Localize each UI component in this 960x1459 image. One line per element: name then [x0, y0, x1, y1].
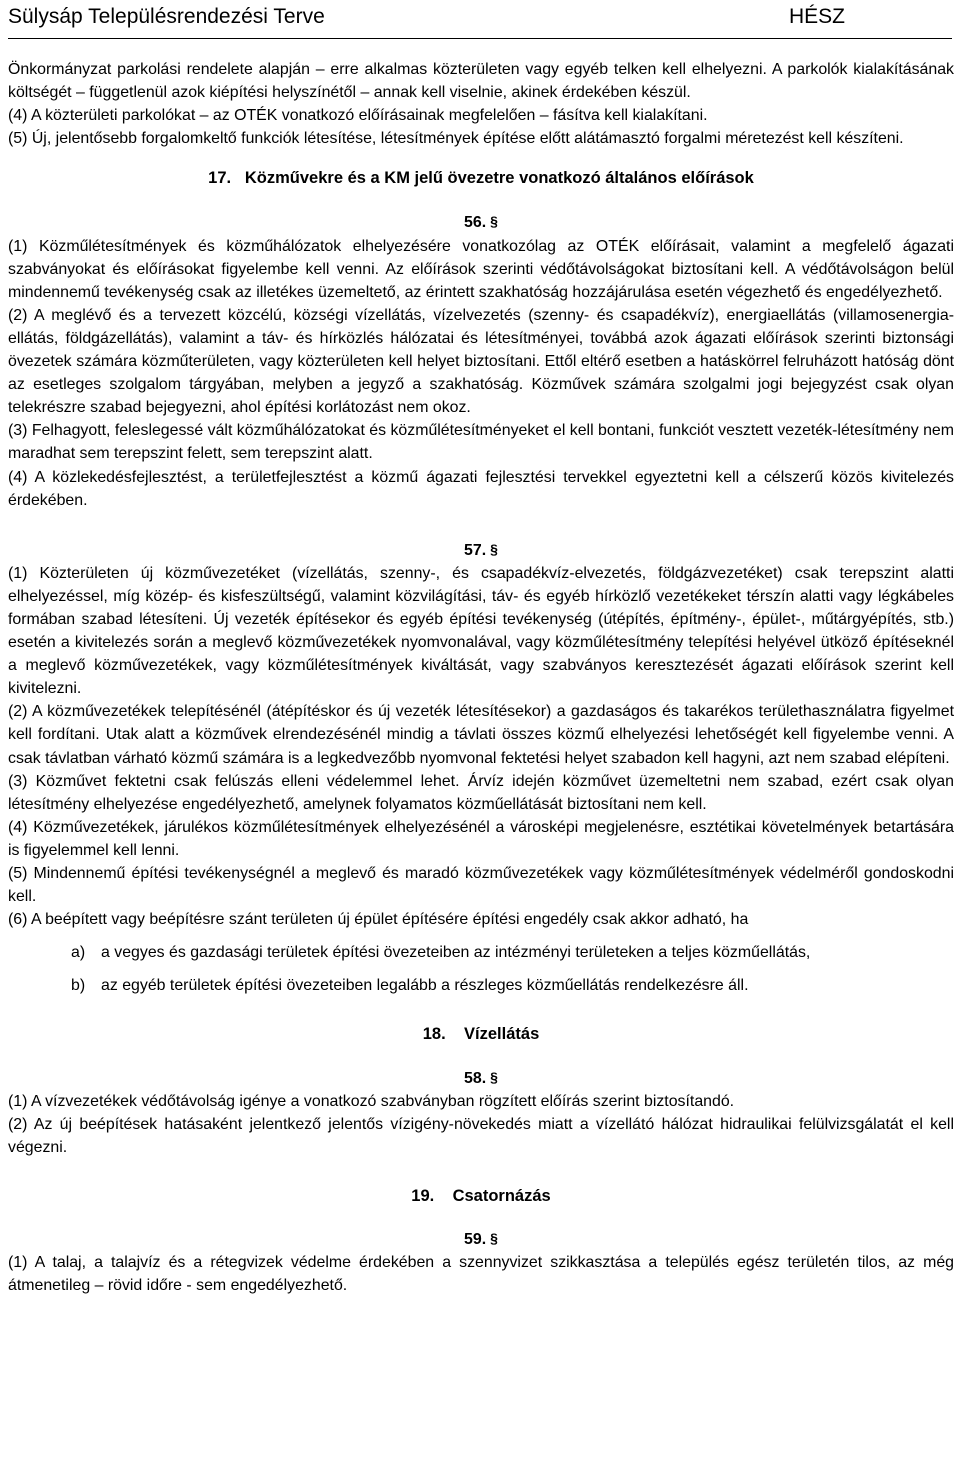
paragraph: (3) Közművet fektetni csak felúszás elleni védelemmel lehet. Árvíz idején közművet üzemeltetni nem szabad, ezért csak olyan létesítmény elhelyezése engedélyezhető, amelynek folyamatos közműellátását biztosítani nem kell. — [8, 772, 954, 813]
chapter-number: 19. — [411, 1186, 435, 1205]
paragraph: (1) A vízvezetékek védőtávolság igénye a vonatkozó szabványban rögzített előírás szerint biztosítandó. — [8, 1092, 735, 1110]
list-item-text: a vegyes és gazdasági területek építési övezeteiben az intézményi területeken a teljes közműellátás, — [101, 944, 811, 962]
paragraph: (1) Közműlétesítmények és közműhálózatok elhelyezésére vonatkozólag az OTÉK előírásait, valamint a megfelelő ágazati szabványokat és előírásokat figyelembe kell venni. Az előírások szerinti védőtávolságokat biztosítani kell. A védőtávolságon belül mindennemű tevékenység csak az illetékes üzemeltető, az érintett szakhatóság hozzájárulása esetén végezhető és engedélyezhető. — [8, 237, 954, 301]
document-title: Sülysáp Településrendezési Terve — [8, 5, 325, 28]
paragraph: (2) Az új beépítések hatásaként jelentkező jelentős vízigény-növekedés miatt a vízellátó hálózat hidraulikai felülvizsgálatát el kell végezni. — [8, 1115, 954, 1156]
paragraph: (6) A beépített vagy beépítésre szánt területen új épület építésére építési engedély csak akkor adható, ha — [8, 911, 749, 929]
paragraph: (5) Mindennemű építési tevékenységnél a meglevő és maradó közművezetékek vagy közműlétesítmények védelméről gondoskodni kell. — [8, 865, 954, 906]
section-number: 56. § — [8, 211, 954, 234]
conditions-list — [8, 941, 954, 997]
intro-paragraph: Önkormányzat parkolási rendelete alapján – erre alkalmas közterületen vagy egyéb telken kell elhelyezni. A parkolók kialakításának költségét – függetlenül azok kiépítési helyszínétől – annak kell viselnie, akinek érdekében készül. — [8, 61, 954, 102]
chapter-heading — [8, 1023, 954, 1046]
chapter-heading — [8, 1185, 954, 1208]
paragraph: (2) A meglévő és a tervezett közcélú, községi vízellátás, vízelvezetés (szenny- és csapadékvíz), energiaellátás (villamosenergia-ellátás, földgázellátás), valamint a táv- és hírközlés hálózatai és létesítményei, továbbá azok ágazati előírások szerinti biztonsági övezetek számára közműterületen, vagy közterületen kell helyet biztosítani. Ettől eltérő esetben a hatáskörrel felruházott hatóság dönt az esetleges szolgalom tárgyában, melyben a jegyző a szakhatóság. Közművek számára szolgalmi jogi bejegyzést csak olyan telekrészre szabad bejegyezni, ahol építési korlátozást nem okoz. — [8, 306, 954, 417]
list-marker: b) — [71, 977, 86, 995]
paragraph: (1) Közterületen új közművezetéket (vízellátás, szenny-, és csapadékvíz-elvezetés, földgázvezetéket) csak terepszint alatti elhelyezéssel, míg közép- és kisfeszültségű, valamint közvilágítási, táv- és egyéb hírközlő vezetékeket térszín alatti vagy légkábeles formában szabad létesíteni. Új vezeték építésekor és egyéb építési tevékenység (útépítés, építmény-, épület-, műtárgyépítés, stb.) esetén a kivitelezés során a meglevő közművezetékek nyomvonalával, vagy közműlétesítmény telepítési helyével ütköző építéseknél a meglevő közművezetékek, vagy közműlétesítmények kiváltását, vagy szabványos keresztezését ágazati előírások szerint kell kivitelezni. — [8, 564, 954, 698]
chapter-title: Vízellátás — [464, 1025, 540, 1044]
paragraph: (4) Közművezetékek, járulékos közműlétesítmények elhelyezésénél a városképi megjelenésre, esztétikai követelmények betartására is figyelemmel kell lenni. — [8, 818, 954, 859]
document-body — [8, 58, 954, 1297]
list-item — [8, 974, 954, 997]
intro-paragraph: (5) Új, jelentősebb forgalomkeltő funkciók létesítése, létesítmények építése előtt alátámasztó forgalmi méretezést kell készíteni. — [8, 130, 904, 148]
chapter-number: 17. — [208, 169, 232, 188]
section-symbol-icon: § — [490, 1230, 498, 1247]
paragraph: (2) A közművezetékek telepítésénél (átépítéskor és új vezeték létesítésekor) a gazdaságos és takarékos területhasználatra figyelmet kell fordítani. Utak alatt a közművek elrendezésénél mindig a távlati összes közmű elhelyezési lehetőségét kell figyelembe venni. A csak távlatban várható közmű számára is a legkedvezőbb nyomvonal fektetési helyet szabadon kell hagyni, azt nem szabad elépíteni. — [8, 703, 954, 767]
paragraph: (1) A talaj, a talajvíz és a rétegvizek védelme érdekében a szennyvizet szikkasztása a település egész területén tilos, az még átmenetileg – rövid időre - sem engedélyezhető. — [8, 1254, 954, 1295]
section-number: 59. § — [8, 1228, 954, 1251]
chapter-title: Közművekre és a KM jelű övezetre vonatkozó általános előírások — [244, 169, 754, 188]
chapter-title: Csatornázás — [452, 1186, 551, 1205]
list-item — [8, 941, 954, 964]
section-symbol-icon: § — [490, 213, 498, 230]
section-number: 58. § — [8, 1067, 954, 1090]
list-marker: a) — [71, 944, 86, 962]
chapter-heading — [8, 167, 954, 190]
list-item-text: az egyéb területek építési övezeteiben legalább a részleges közműellátás rendelkezésre áll. — [101, 977, 749, 995]
document-code: HÉSZ — [789, 5, 846, 28]
paragraph: (3) Felhagyott, feleslegessé vált közműhálózatokat és közműlétesítményeket el kell bontani, funkciót vesztett vezeték-létesítmény nem maradhat sem terepszint felett, sem terepszint alatt. — [8, 422, 954, 463]
section-number: 57. § — [8, 539, 954, 562]
paragraph: (4) A közlekedésfejlesztést, a területfejlesztést a közmű ágazati fejlesztési tervekkel egyeztetni kell a célszerű közös kivitelezés érdekében. — [8, 468, 954, 509]
section-symbol-icon: § — [490, 540, 498, 557]
intro-paragraph: (4) A közterületi parkolókat – az OTÉK vonatkozó előírásainak megfelelően – fásítva kell kialakítani. — [8, 107, 708, 125]
chapter-number: 18. — [422, 1025, 446, 1044]
running-header — [8, 0, 952, 39]
section-symbol-icon: § — [490, 1068, 498, 1085]
